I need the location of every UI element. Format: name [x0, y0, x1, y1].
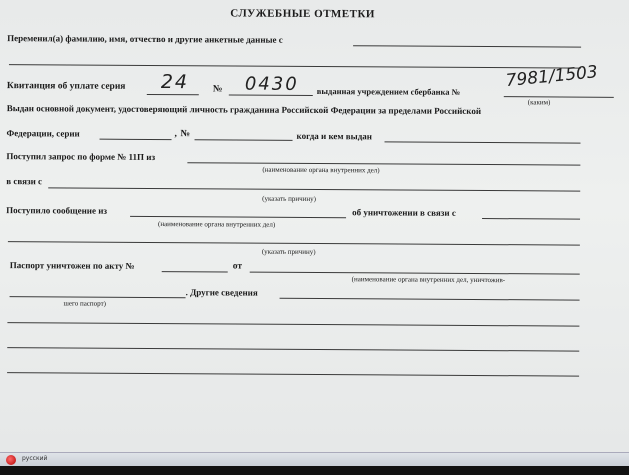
- request-line: [187, 162, 580, 165]
- receipt-number-handwritten: 0430: [244, 73, 299, 95]
- message-label: Поступило сообщение из: [6, 205, 108, 216]
- issued-document-line: Выдан основной документ, удостоверяющий личность гражданина Российской Федерации за пределами Российской: [6, 103, 482, 117]
- monitor-bezel: [0, 466, 629, 475]
- reason-hint: (указать причину): [262, 194, 316, 204]
- other-info-line: [280, 298, 580, 301]
- language-label[interactable]: русский: [22, 455, 48, 462]
- request-hint: (наименование органа внутренних дел): [262, 165, 380, 175]
- message-line: [130, 216, 346, 218]
- receipt-series-handwritten: 24: [160, 71, 190, 94]
- bank-line: [504, 96, 614, 98]
- bank-number-handwritten: 7981/1503: [504, 62, 599, 92]
- message-hint: (наименование органа внутренних дел): [157, 220, 276, 229]
- passport-destroyed-label: Паспорт уничтожен по акту №: [9, 260, 135, 271]
- passport-from-line: [250, 272, 580, 275]
- blank-line-2: [7, 347, 579, 351]
- destroy-line: [482, 218, 580, 220]
- passport-act-line: [162, 271, 228, 272]
- request-label: Поступил запрос по форме № 11П из: [6, 151, 156, 163]
- federation-number-label: №: [180, 129, 191, 140]
- taskbar: [0, 452, 629, 467]
- federation-series-label: Федерации, серии: [6, 128, 80, 139]
- message-continuation-line: [8, 241, 580, 245]
- passport-from-label: от: [232, 261, 243, 272]
- blank-line-3: [7, 372, 579, 376]
- other-info-label: . Другие сведения: [185, 287, 258, 298]
- name-change-label: Переменил(а) фамилию, имя, отчество и другие анкетные данные с: [7, 33, 283, 45]
- passport-hint-2: шего паспорт): [63, 299, 106, 308]
- destroy-label: об уничтожении в связи с: [352, 207, 456, 218]
- federation-number-line: [195, 139, 293, 141]
- federation-series-line: [100, 139, 172, 140]
- which-hint: (каким): [527, 98, 551, 107]
- when-by-label: когда и кем выдан: [296, 130, 372, 142]
- blank-line-1: [7, 322, 579, 326]
- name-change-line-2: [9, 64, 581, 68]
- name-change-line: [353, 45, 581, 47]
- reason-label: в связи с: [6, 176, 43, 187]
- receipt-series-line: [147, 94, 199, 95]
- language-icon[interactable]: [6, 455, 16, 465]
- reason-line: [48, 187, 580, 191]
- passport-hint: (наименование органа внутренних дел, уничтожив-: [351, 275, 506, 285]
- form-title: СЛУЖЕБНЫЕ ОТМЕТКИ: [230, 7, 376, 21]
- reason2-hint: (указать причину): [261, 247, 316, 257]
- when-by-line: [385, 141, 581, 143]
- federation-comma: ,: [174, 129, 177, 140]
- receipt-issuer-label: выданная учреждением сбербанка №: [316, 86, 461, 97]
- passport-organ-line: [10, 296, 186, 298]
- receipt-label: Квитанция об уплате серия: [6, 81, 126, 92]
- receipt-number-label: №: [212, 84, 223, 95]
